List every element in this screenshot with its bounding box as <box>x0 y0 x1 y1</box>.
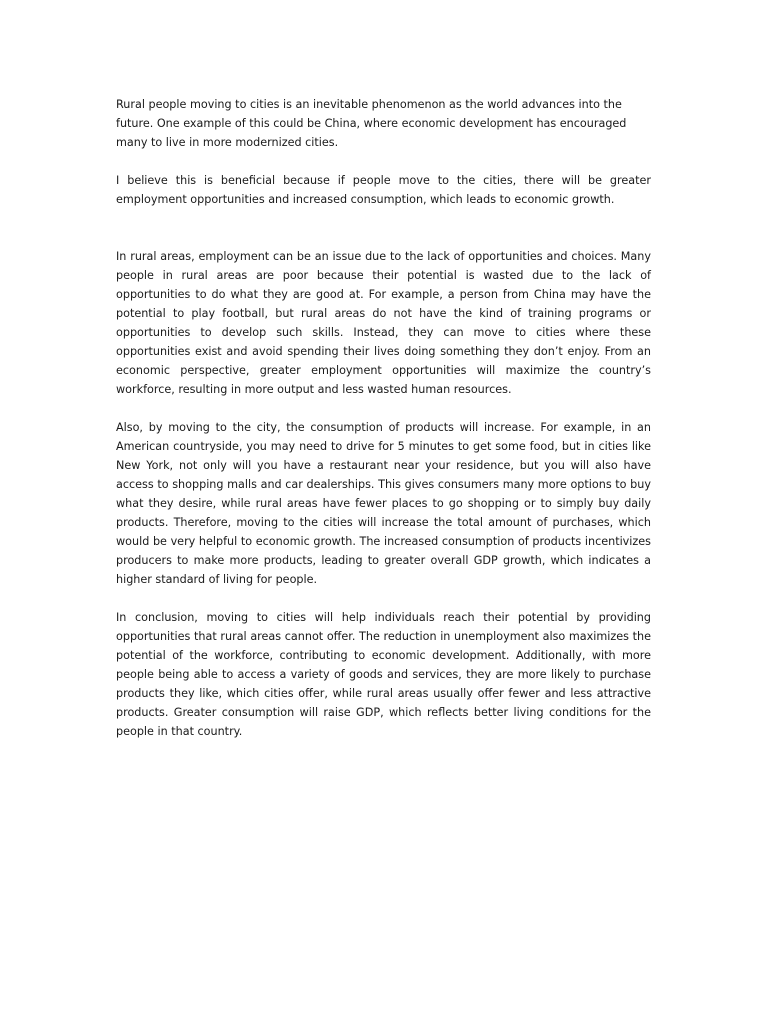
document-body <box>116 95 651 760</box>
paragraph-consumption: Also, by moving to the city, the consumption of products will increase. For example, in an American countryside, you may need to drive for 5 minutes to get some food, but in cities like New York, not only will you have a restaurant near your residence, but you will also have access to shopping malls and car dealerships. This gives consumers many more options to buy what they desire, while rural areas have fewer places to go shopping or to simply buy daily products. Therefore, moving to the cities will increase the total amount of purchases, which would be very helpful to economic growth. The increased consumption of products incentivizes producers to make more products, leading to greater overall GDP growth, which indicates a higher standard of living for people. <box>116 421 651 586</box>
paragraph-conclusion: In conclusion, moving to cities will help individuals reach their potential by providing opportunities that rural areas cannot offer. The reduction in unemployment also maximizes the potential of the workforce, contributing to economic development. Additionally, with more people being able to access a variety of goods and services, they are more likely to purchase products they like, which cities offer, while rural areas usually offer fewer and less attractive products. Greater consumption will raise GDP, which reflects better living conditions for the people in that country. <box>116 611 651 738</box>
paragraph-intro: Rural people moving to cities is an inevitable phenomenon as the world advances into the future. One example of this could be China, where economic development has encouraged many to live in more modernized cities. <box>116 98 627 149</box>
paragraph-employment: In rural areas, employment can be an issue due to the lack of opportunities and choices. Many people in rural areas are poor because their potential is wasted due to the lack of opportunities to do what they are good at. For example, a person from China may have the potential to play football, but rural areas do not have the kind of training programs or opportunities to develop such skills. Instead, they can move to cities where these opportunities exist and avoid spending their lives doing something they don’t enjoy. From an economic perspective, greater employment opportunities will maximize the country’s workforce, resulting in more output and less wasted human resources. <box>116 250 651 396</box>
paragraph-thesis: I believe this is beneficial because if people move to the cities, there will be greater employment opportunities and increased consumption, which leads to economic growth. <box>116 174 651 206</box>
